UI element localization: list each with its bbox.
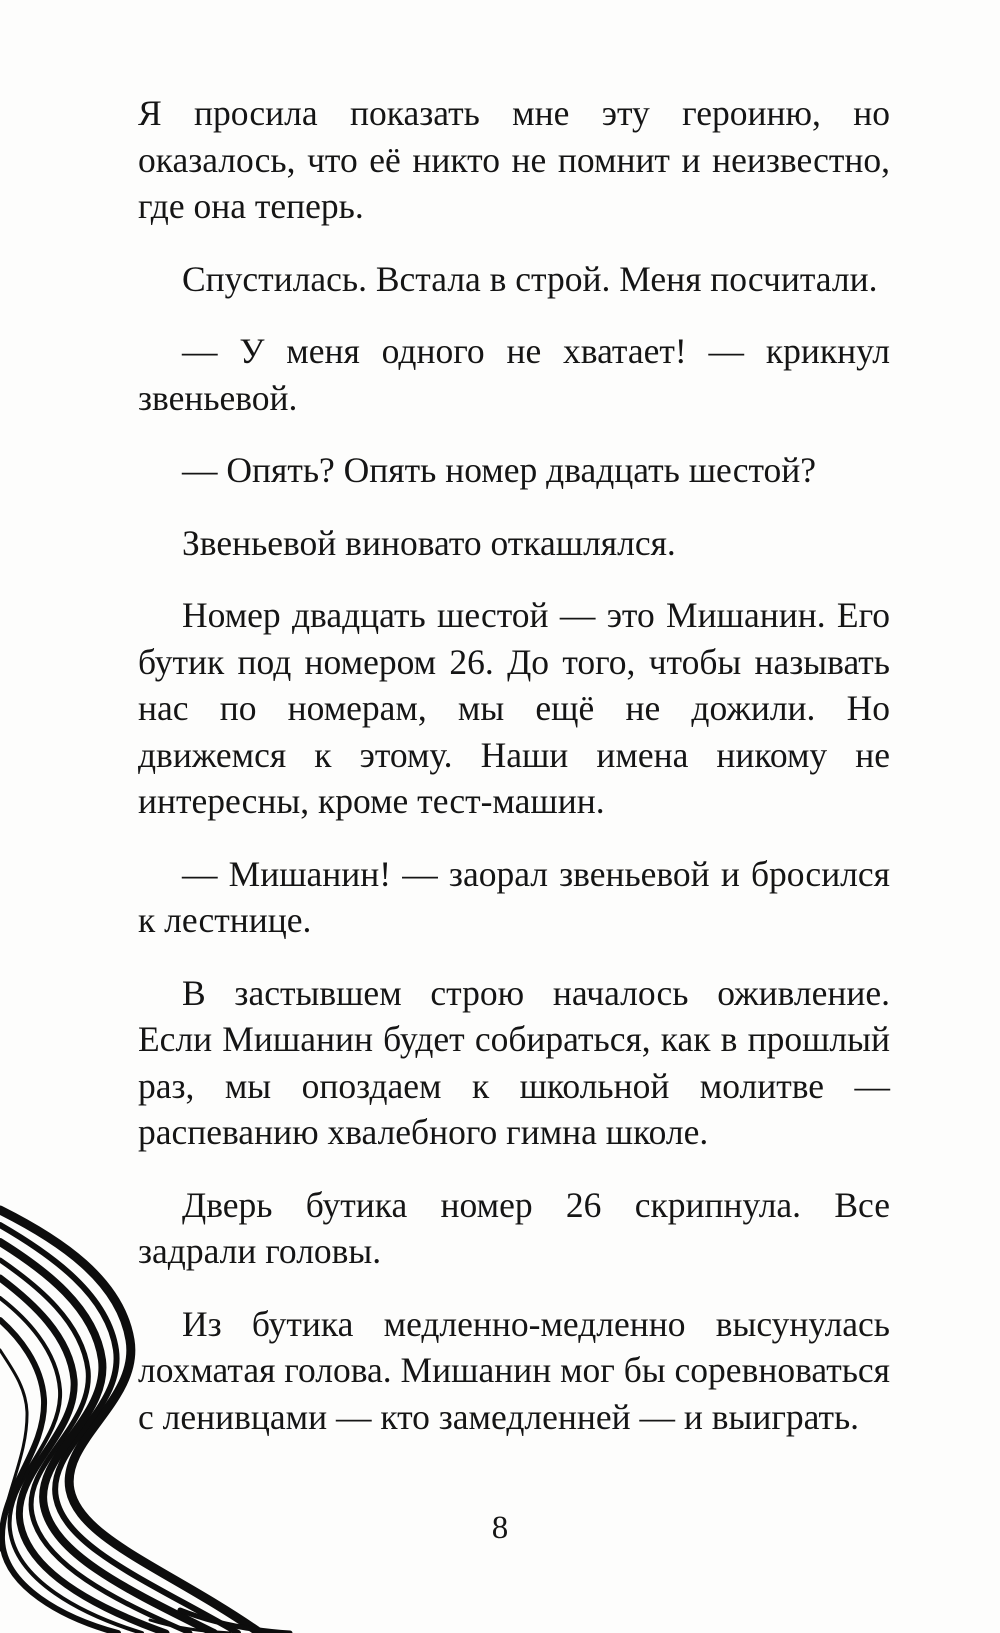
paragraph-2: Спустилась. Встала в строй. Меня посчитали.	[182, 258, 878, 299]
paragraph-4: — Опять? Опять номер двадцать шестой?	[182, 450, 817, 490]
paragraph-3: — У меня одного не хватает! — крикнул звеньевой.	[138, 331, 890, 418]
paragraph-9: Дверь бутика номер 26 скрипнула. Все задрали головы.	[138, 1184, 890, 1271]
page-number: 8	[491, 1510, 509, 1546]
paragraph-10: Из бутика медленно-медленно высунулась лохматая голова. Мишанин мог бы соревноваться с ленивцами — кто замедленней — и выиграть.	[138, 1303, 890, 1437]
paragraph-7: — Мишанин! — заорал звеньевой и бросился к лестнице.	[138, 853, 890, 940]
paragraph-1: Я просила показать мне эту героиню, но оказалось, что её никто не помнит и неизвестно, где она теперь.	[138, 93, 890, 226]
paragraph-8: В застывшем строю началось оживление. Если Мишанин будет собираться, как в прошлый раз, мы опоздаем к школьной молитве — распеванию хвалебного гимна школе.	[138, 972, 890, 1152]
brush-stroke-decoration	[0, 1190, 300, 1633]
paragraph-5: Звеньевой виновато откашлялся.	[182, 522, 676, 563]
paragraph-6: Номер двадцать шестой — это Мишанин. Его бутик под номером 26. До того, чтобы называть нас по номерам, мы ещё не дожили. Но движемся к этому. Наши имена никому не интересны, кроме тест-машин.	[138, 595, 890, 821]
